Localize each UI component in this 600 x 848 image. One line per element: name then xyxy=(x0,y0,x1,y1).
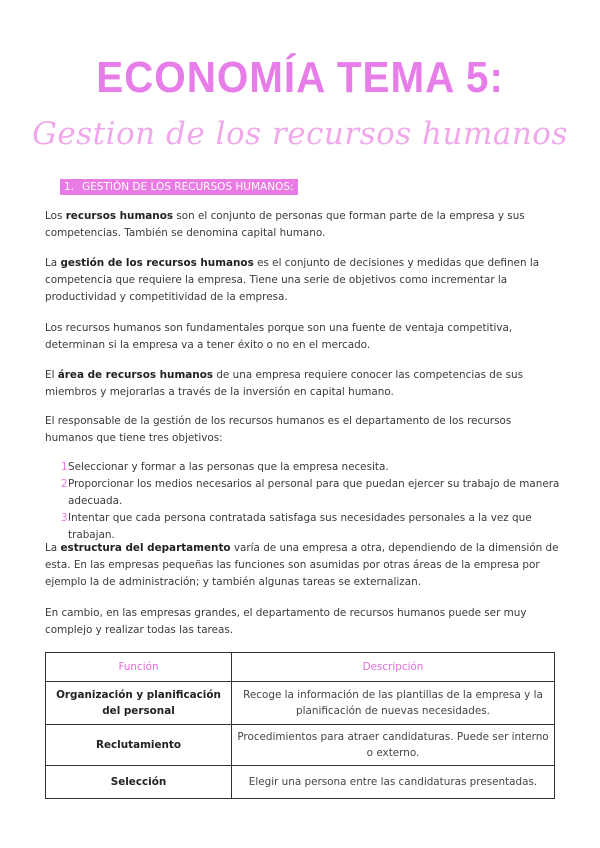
list-number: 2. xyxy=(61,478,71,490)
cell-funcion: Reclutamiento xyxy=(46,725,232,766)
header-descripcion: Descripción xyxy=(232,653,555,682)
paragraph-fundamentales: Los recursos humanos son fundamentales porque son una fuente de ventaja competitiva, determinan si la empresa va a tener éxito o no en el mercado. xyxy=(45,322,513,351)
list-number: 3. xyxy=(61,512,71,524)
header-funcion: Función xyxy=(46,653,232,682)
list-item: 2. Proporcionar los medios necesarios al personal para que puedan ejercer su trabajo de manera adecuada. xyxy=(61,478,560,507)
paragraph-estructura: La estructura del departamento varía de una empresa a otra, dependiendo de la dimensión de esta. En las empresas pequeñas las funciones son asumidas por otras áreas de la empresa por ejemplo la de administración; y también algunas tareas se externalizan. xyxy=(45,542,559,588)
term-estructura: estructura del departamento xyxy=(60,542,231,554)
cell-descripcion: Elegir una persona entre las candidaturas presentadas. xyxy=(232,766,555,799)
paragraph-responsable: El responsable de la gestión de los recursos humanos es el departamento de los recursos humanos que tiene tres objetivos: xyxy=(45,415,512,444)
cell-funcion: Selección xyxy=(46,766,232,799)
table-header-row xyxy=(46,653,555,682)
cell-funcion: Organización y planificación del personal xyxy=(46,682,232,725)
term-gestion: gestión de los recursos humanos xyxy=(60,257,254,269)
paragraph-area: El área de recursos humanos de una empresa requiere conocer las competencias de sus miembros y mejorarlas a través de la inversión en capital humano. xyxy=(45,369,523,398)
section-number: 1. xyxy=(64,181,75,193)
objectives-list xyxy=(45,459,565,544)
section-heading xyxy=(60,179,298,195)
paragraph-recursos-humanos: Los recursos humanos son el conjunto de personas que forman parte de la empresa y sus competencias. También se denomina capital humano. xyxy=(45,210,525,239)
page-subtitle: Gestion de los recursos humanos xyxy=(32,116,568,152)
list-item: 1. Seleccionar y formar a las personas que la empresa necesita. xyxy=(45,459,565,476)
list-number: 1. xyxy=(61,461,71,473)
list-item: 3. Intentar que cada persona contratada satisfaga sus necesidades personales a la vez que trabajan. xyxy=(61,512,532,541)
cell-descripcion: Recoge la información de las plantillas de la empresa y la planificación de nuevas necesidades. xyxy=(232,682,555,725)
page-title: ECONOMÍA TEMA 5: xyxy=(96,53,504,102)
paragraph-gestion: La gestión de los recursos humanos es el conjunto de decisiones y medidas que definen la competencia que requiere la empresa. Tiene una serie de objetivos como incrementar la productividad y competitividad de la empresa. xyxy=(45,257,540,303)
term-recursos-humanos: recursos humanos xyxy=(65,210,174,222)
section-label: GESTIÓN DE LOS RECURSOS HUMANOS: xyxy=(82,181,294,193)
functions-table xyxy=(45,652,555,799)
term-area: área de recursos humanos xyxy=(57,369,214,381)
cell-descripcion: Procedimientos para atraer candidaturas. Puede ser interno o externo. xyxy=(232,725,555,766)
table-row xyxy=(46,725,555,766)
table-row xyxy=(46,682,555,725)
table-row xyxy=(46,766,555,799)
paragraph-empresas-grandes: En cambio, en las empresas grandes, el departamento de recursos humanos puede ser muy complejo y realizar todas las tareas. xyxy=(45,607,527,636)
